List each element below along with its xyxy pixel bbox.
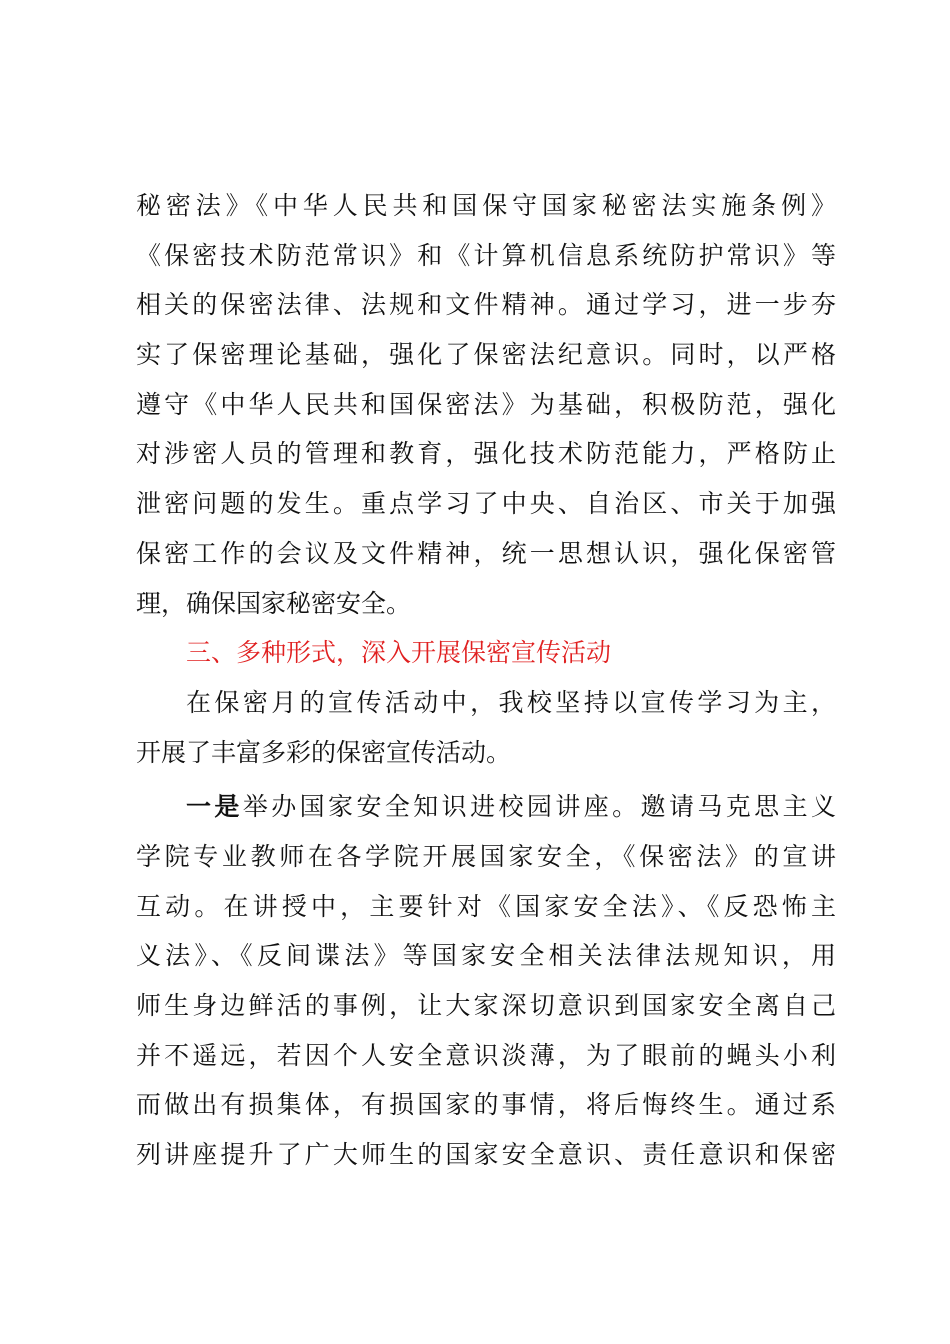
paragraph-line: 泄密问题的发生。重点学习了中央、自治区、市关于加强 [136,489,836,519]
paragraph-line: 实了保密理论基础，强化了保密法纪意识。同时，以严格 [136,340,836,370]
section-heading: 三、多种形式，深入开展保密宣传活动 [186,638,612,668]
paragraph-line: 师生身边鲜活的事例，让大家深切意识到国家安全离自己 [136,991,836,1020]
paragraph-line: 并不遥远，若因个人安全意识淡薄，为了眼前的蝇头小利 [136,1040,836,1070]
lead-text: 一是 [186,792,243,822]
paragraph-line: 遵守《中华人民共和国保密法》为基础，积极防范，强化 [136,389,836,419]
paragraph-line: 在保密月的宣传活动中，我校坚持以宣传学习为主， [186,687,836,717]
paragraph-line: 保密工作的会议及文件精神，统一思想认识，强化保密管 [136,538,836,568]
paragraph-line-rest: 举办国家安全知识进校园讲座。邀请马克思主义 [242,792,836,822]
paragraph-line: 义法》、《反间谍法》等国家安全相关法律法规知识，用 [136,941,836,971]
paragraph-line: 秘密法》《中华人民共和国保守国家秘密法实施条例》 [136,191,836,220]
paragraph-line: 学院专业教师在各学院开展国家安全，《保密法》的宣讲 [136,841,836,871]
paragraph-line: 理，确保国家秘密安全。 [136,588,412,618]
paragraph-line: 列讲座提升了广大师生的国家安全意识、责任意识和保密 [136,1140,836,1170]
paragraph-first-line [136,782,836,832]
document-body [136,181,836,1180]
paragraph-line: 开展了丰富多彩的保密宣传活动。 [136,737,512,767]
paragraph-line: 对涉密人员的管理和教育，强化技术防范能力，严格防止 [136,439,836,469]
paragraph-line: 而做出有损集体，有损国家的事情，将后悔终生。通过系 [136,1090,836,1120]
paragraph-line: 《保密技术防范常识》和《计算机信息系统防护常识》等 [136,240,836,270]
paragraph-line: 相关的保密法律、法规和文件精神。通过学习，进一步夯 [136,290,836,320]
paragraph-line: 互动。在讲授中，主要针对《国家安全法》、《反恐怖主 [136,891,836,921]
